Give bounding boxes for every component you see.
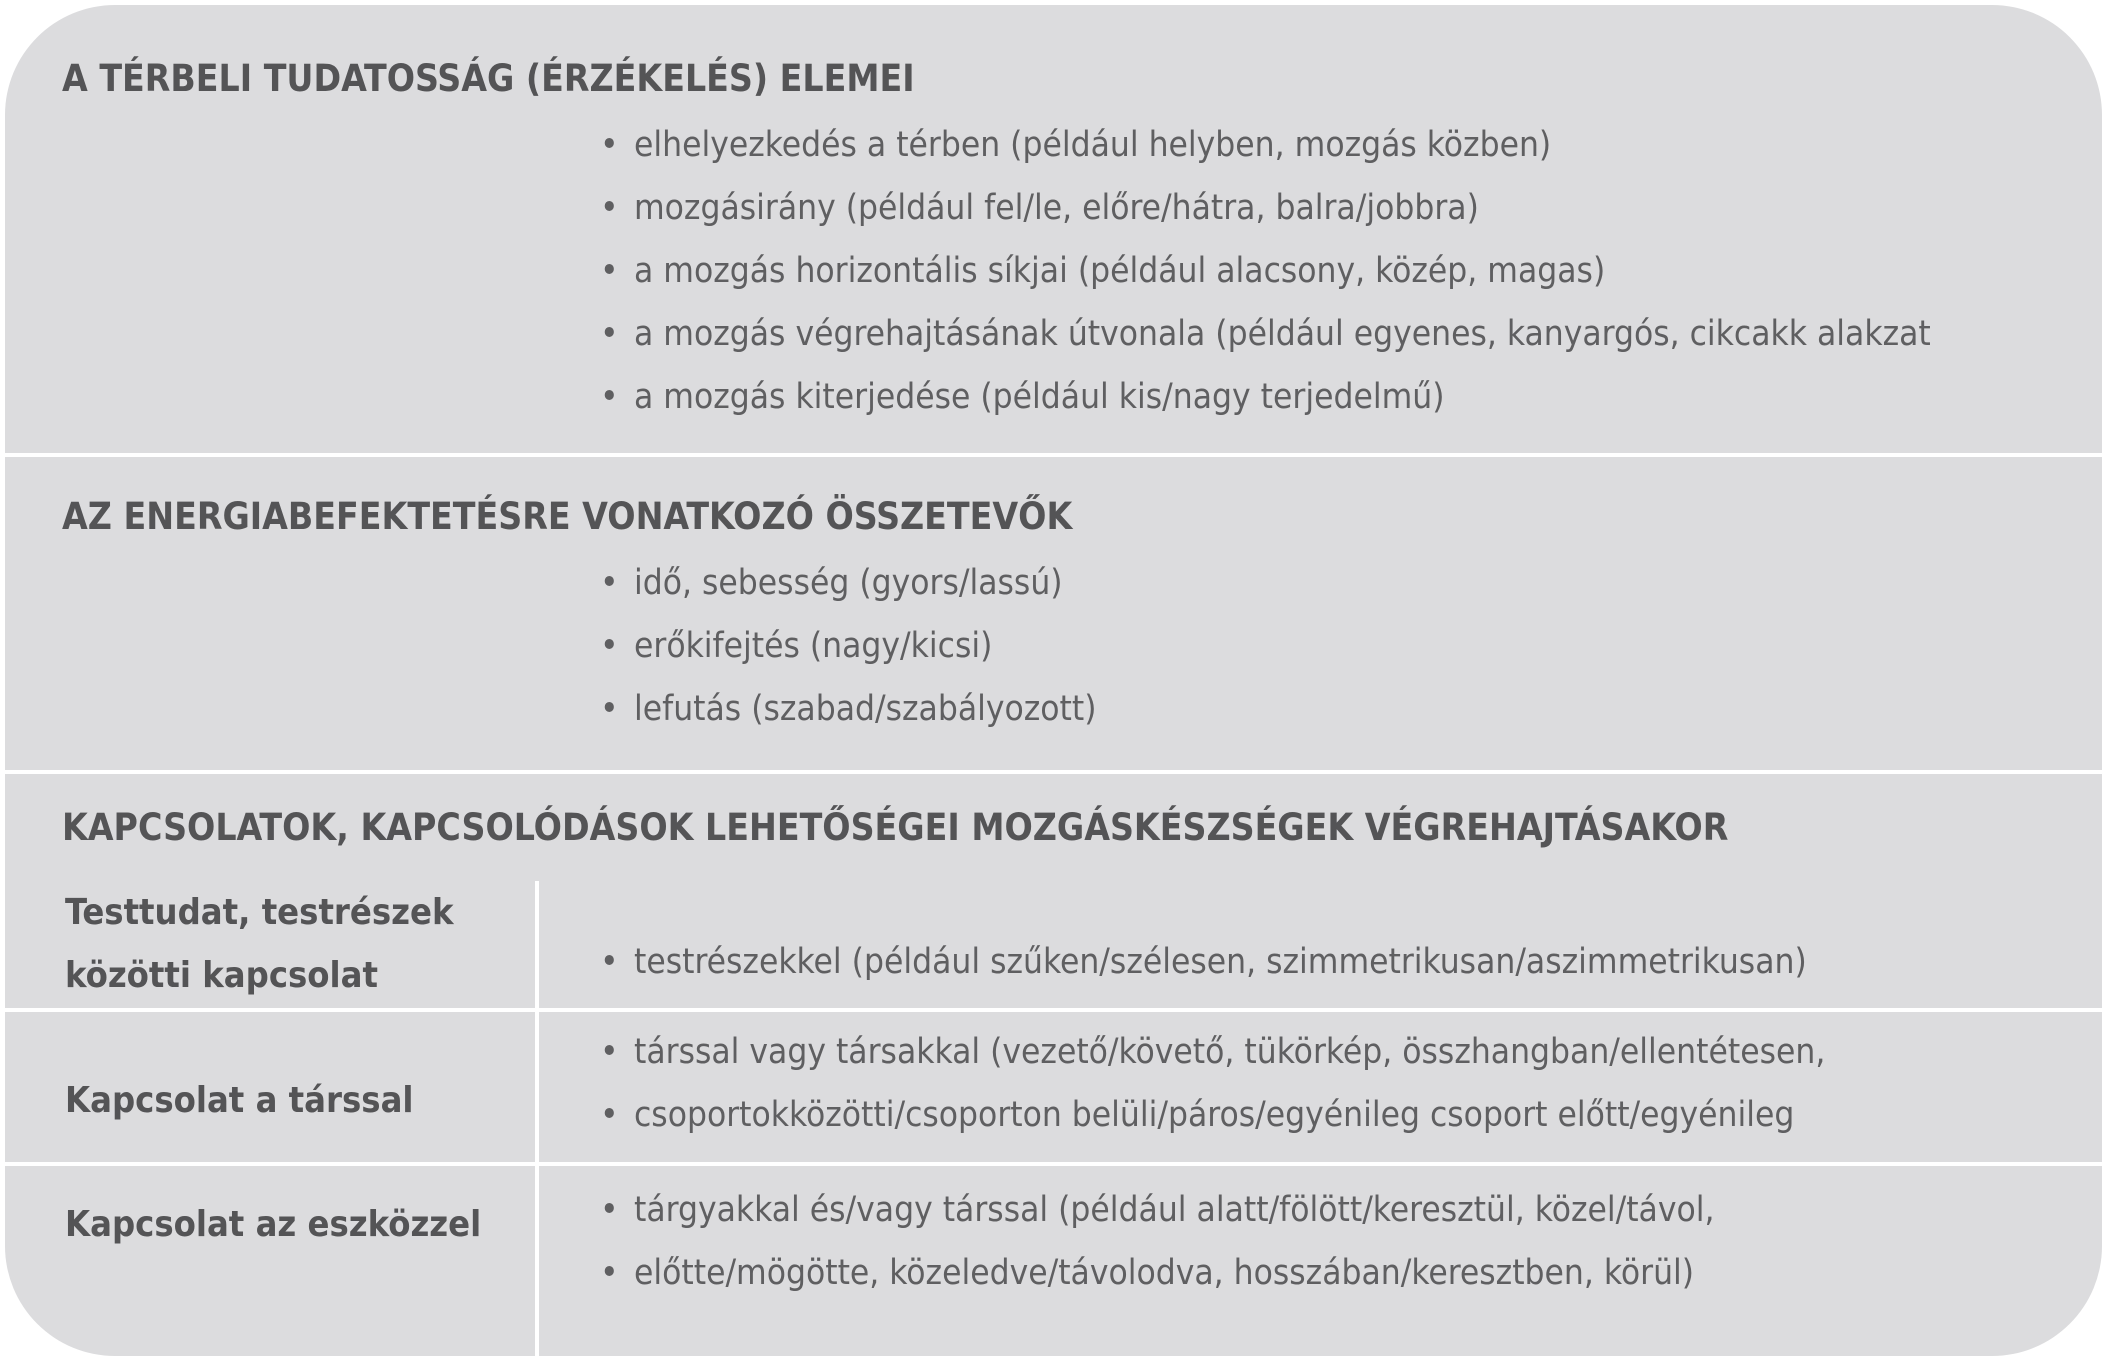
partner-list xyxy=(600,1021,1825,1147)
row-label-line: közötti kapcsolat xyxy=(65,955,378,996)
list-item: • előtte/mögötte, közeledve/távolodva, hosszában/keresztben, körül) xyxy=(600,1242,1715,1305)
list-item: • testrészekkel (például szűken/szélesen, szimmetrikusan/aszimmetrikusan) xyxy=(600,931,1807,994)
list-item: • tárgyakkal és/vagy társsal (például alatt/fölött/keresztül, közel/távol, xyxy=(600,1179,1715,1242)
list-item: • csoportokközötti/csoporton belüli/páros/egyénileg csoport előtt/egyénileg xyxy=(600,1084,1825,1147)
row-label-equipment: Kapcsolat az eszközzel xyxy=(65,1204,482,1245)
list-item: • a mozgás kiterjedése (például kis/nagy terjedelmű) xyxy=(600,366,1931,429)
column-divider xyxy=(535,881,539,1356)
section-divider xyxy=(5,770,2102,774)
spatial-awareness-list xyxy=(600,114,1931,429)
equipment-list xyxy=(600,1179,1715,1305)
list-item: • lefutás (szabad/szabályozott) xyxy=(600,678,1097,741)
list-item: • társsal vagy társakkal (vezető/követő, tükörkép, összhangban/ellentétesen, xyxy=(600,1021,1825,1084)
body-awareness-list xyxy=(600,931,1807,994)
energy-list xyxy=(600,552,1097,741)
section-heading-spatial-awareness: A TÉRBELI TUDATOSSÁG (ÉRZÉKELÉS) ELEMEI xyxy=(62,57,915,100)
list-item: • a mozgás végrehajtásának útvonala (például egyenes, kanyargós, cikcakk alakzat xyxy=(600,303,1931,366)
list-item: • a mozgás horizontális síkjai (például alacsony, közép, magas) xyxy=(600,240,1931,303)
row-divider xyxy=(5,1008,2102,1012)
row-label-body-awareness xyxy=(65,881,454,1007)
list-item: • mozgásirány (például fel/le, előre/hátra, balra/jobbra) xyxy=(600,177,1931,240)
row-divider xyxy=(5,1162,2102,1166)
list-item: • idő, sebesség (gyors/lassú) xyxy=(600,552,1097,615)
list-item: • elhelyezkedés a térben (például helyben, mozgás közben) xyxy=(600,114,1931,177)
section-divider xyxy=(5,453,2102,457)
section-heading-relations: KAPCSOLATOK, KAPCSOLÓDÁSOK LEHETŐSÉGEI MOZGÁSKÉSZSÉGEK VÉGREHAJTÁSAKOR xyxy=(62,806,1729,849)
info-card xyxy=(5,5,2102,1356)
section-heading-energy: AZ ENERGIABEFEKTETÉSRE VONATKOZÓ ÖSSZETEVŐK xyxy=(62,495,1073,538)
row-label-partner: Kapcsolat a társsal xyxy=(65,1080,414,1121)
list-item: • erőkifejtés (nagy/kicsi) xyxy=(600,615,1097,678)
row-label-line: Testtudat, testrészek xyxy=(65,892,454,933)
